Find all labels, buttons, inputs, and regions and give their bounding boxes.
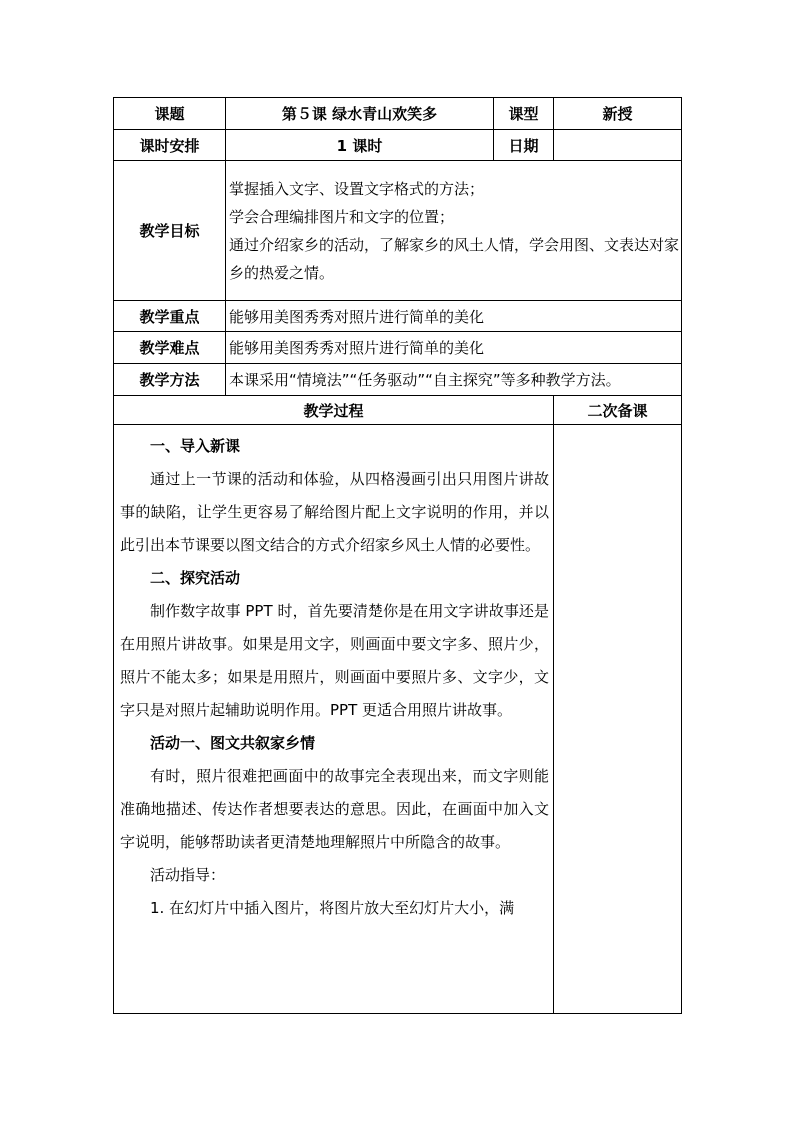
objectives-content <box>226 161 682 301</box>
objectives-label: 教学目标 <box>114 161 226 301</box>
paragraph: 有时，照片很难把画面中的故事完全表现出来，而文字则能准确地描述、传达作者想要表达的意思。因此，在画面中加入文字说明，能够帮助读者更清楚地理解照片中所隐含的故事。 <box>120 767 549 851</box>
row-topic <box>114 98 682 130</box>
row-key-points <box>114 301 682 332</box>
row-process-body <box>114 425 682 1014</box>
row-difficulties <box>114 332 682 364</box>
section-heading: 一、导入新课 <box>150 437 241 455</box>
notes-content <box>554 425 682 1014</box>
section-heading: 二、探究活动 <box>150 569 241 587</box>
row-methods <box>114 364 682 396</box>
date-value <box>554 130 682 161</box>
paragraph: 1. 在幻灯片中插入图片，将图片放大至幻灯片大小，满 <box>150 899 515 917</box>
lesson-plan-table <box>113 97 682 1014</box>
process-content <box>114 425 554 1014</box>
row-process-header <box>114 396 682 425</box>
hours-label: 课时安排 <box>114 130 226 161</box>
objective-item: 掌握插入文字、设置文字格式的方法； <box>229 179 485 198</box>
difficulties-label: 教学难点 <box>114 332 226 364</box>
process-header: 教学过程 <box>114 396 554 425</box>
key-points-label: 教学重点 <box>114 301 226 332</box>
activity-heading: 活动一、图文共叙家乡情 <box>150 734 316 752</box>
paragraph: 制作数字故事 PPT 时，首先要清楚你是在用文字讲故事还是在用照片讲故事。如果是用文字，则画面中要文字多、照片少，照片不能太多；如果是用照片，则画面中要照片多、文字少，文字只是对照片起辅助说明作用。PPT 更适合用照片讲故事。 <box>120 602 549 719</box>
difficulties-value: 能够用美图秀秀对照片进行简单的美化 <box>226 332 682 364</box>
topic-value: 第５课 绿水青山欢笑多 <box>226 98 494 130</box>
date-label: 日期 <box>494 130 554 161</box>
hours-value: 1 课时 <box>226 130 494 161</box>
notes-header: 二次备课 <box>554 396 682 425</box>
paragraph: 活动指导： <box>150 866 226 884</box>
key-points-value: 能够用美图秀秀对照片进行简单的美化 <box>226 301 682 332</box>
methods-label: 教学方法 <box>114 364 226 396</box>
objective-item: 学会合理编排图片和文字的位置； <box>229 207 455 226</box>
paragraph: 通过上一节课的活动和体验，从四格漫画引出只用图片讲故事的缺陷，让学生更容易了解给图片配上文字说明的作用，并以此引出本节课要以图文结合的方式介绍家乡风土人情的必要性。 <box>120 470 549 554</box>
row-hours <box>114 130 682 161</box>
topic-label: 课题 <box>114 98 226 130</box>
objective-item: 通过介绍家乡的活动，了解家乡的风土人情，学会用图、文表达对家乡的热爱之情。 <box>229 235 680 282</box>
type-value: 新授 <box>554 98 682 130</box>
methods-value: 本课采用“情境法”“任务驱动”“自主探究”等多种教学方法。 <box>226 364 682 396</box>
type-label: 课型 <box>494 98 554 130</box>
row-objectives <box>114 161 682 301</box>
